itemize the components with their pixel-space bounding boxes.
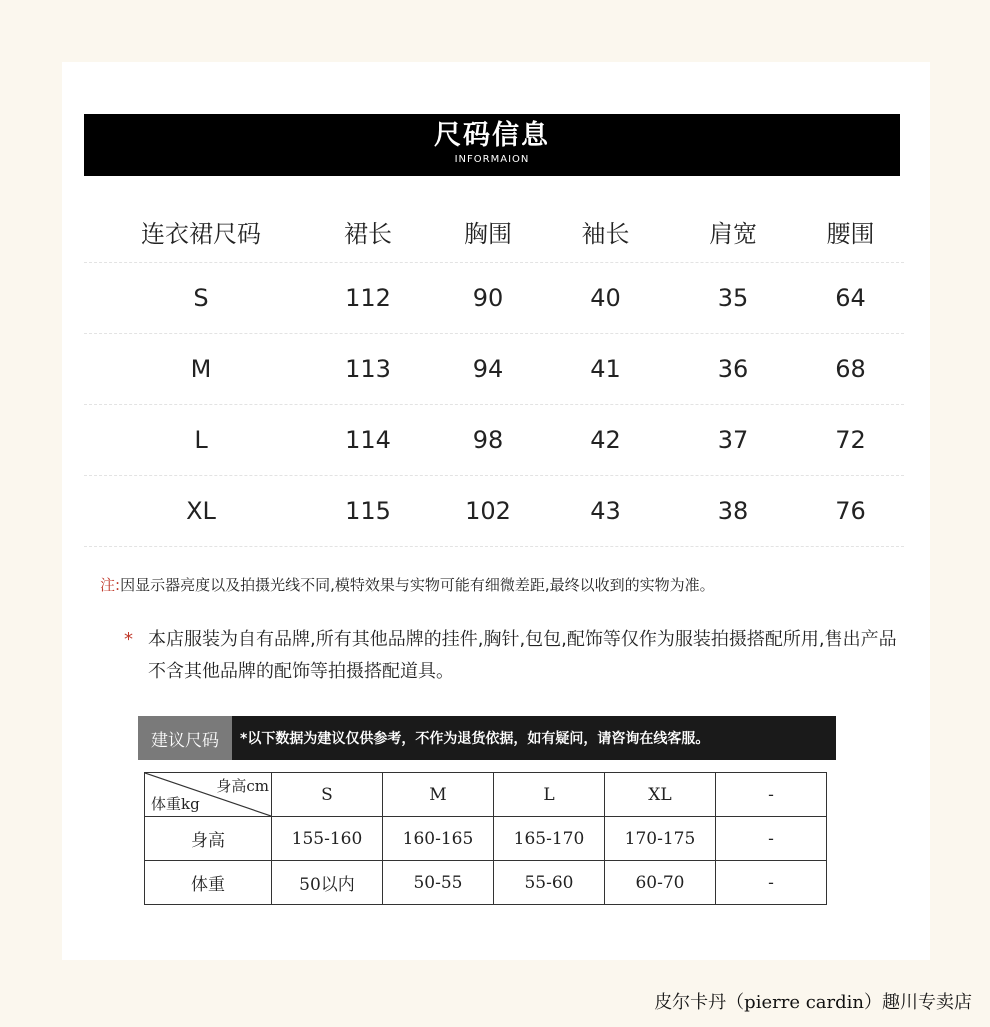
- table-cell: 68: [835, 355, 866, 383]
- table-row: [84, 476, 904, 547]
- table-cell: 155-160: [272, 817, 383, 861]
- header-cell: 裙长: [344, 219, 392, 248]
- table-cell: 115: [345, 497, 391, 525]
- table-cell: M: [190, 355, 212, 383]
- note-text: 因显示器亮度以及拍摄光线不同,模特效果与实物可能有细微差距,最终以收到的实物为准。: [120, 576, 715, 594]
- table-cell: -: [716, 817, 827, 861]
- brand-note-text: 本店服装为自有品牌,所有其他品牌的挂件,胸针,包包,配饰等仅作为服装拍摄搭配所用,售出产品不含其他品牌的配饰等拍摄搭配道具。: [148, 629, 897, 682]
- size-table-header: [84, 200, 904, 263]
- header-cell: 肩宽: [709, 219, 757, 248]
- table-cell: 64: [835, 284, 866, 312]
- table-row: [145, 861, 827, 905]
- note-label: 注:: [100, 576, 121, 594]
- size-info-banner: [84, 114, 900, 176]
- table-cell: -: [716, 861, 827, 905]
- table-cell: 114: [345, 426, 391, 454]
- table-cell: 35: [717, 284, 749, 312]
- table-row: [84, 334, 904, 405]
- recommend-size-desc: *以下数据为建议仅供参考，不作为退货依据，如有疑问，请咨询在线客服。: [240, 731, 710, 747]
- row-label: 身高: [145, 817, 272, 861]
- table-cell: 90: [472, 284, 504, 312]
- recommend-size-tag: 建议尺码: [138, 716, 232, 760]
- size-col-header: -: [716, 773, 827, 817]
- table-cell: 38: [717, 497, 749, 525]
- corner-weight-label: 体重kg: [151, 795, 200, 813]
- header-cell: 腰围: [826, 219, 875, 248]
- recommend-size-bar: [138, 716, 836, 760]
- size-table: [84, 200, 904, 547]
- table-cell: 36: [717, 355, 749, 383]
- table-cell: 41: [590, 355, 621, 383]
- table-cell: 43: [590, 497, 621, 525]
- size-col-header: XL: [605, 773, 716, 817]
- header-cell: 袖长: [581, 219, 630, 248]
- table-cell: 113: [345, 355, 391, 383]
- table-cell: 170-175: [605, 817, 716, 861]
- table-cell: 42: [590, 426, 621, 454]
- table-row: [84, 405, 904, 476]
- size-col-header: M: [383, 773, 494, 817]
- table-cell: 94: [472, 355, 504, 383]
- row-label: 体重: [145, 861, 272, 905]
- table-cell: 50-55: [383, 861, 494, 905]
- table-cell: 112: [345, 284, 391, 312]
- table-cell: 160-165: [383, 817, 494, 861]
- table-cell: 40: [590, 284, 621, 312]
- table-row: [145, 773, 827, 817]
- table-cell: 60-70: [605, 861, 716, 905]
- corner-height-label: 身高cm: [216, 777, 269, 795]
- table-cell: 72: [835, 426, 866, 454]
- table-cell: XL: [186, 497, 216, 525]
- table-cell: 76: [835, 497, 866, 525]
- size-col-header: L: [494, 773, 605, 817]
- table-cell: 55-60: [494, 861, 605, 905]
- banner-subtitle: INFORMAION: [454, 154, 530, 165]
- display-note: [100, 574, 920, 595]
- table-cell: 37: [717, 426, 749, 454]
- header-cell: 胸围: [464, 219, 512, 248]
- header-cell: 连衣裙尺码: [141, 219, 261, 248]
- banner-title: 尺码信息: [434, 120, 550, 151]
- table-cell: 98: [472, 426, 504, 454]
- brand-note: [124, 624, 904, 688]
- corner-cell: [145, 773, 272, 817]
- table-cell: 102: [465, 497, 511, 525]
- table-cell: L: [194, 426, 208, 454]
- table-row: [145, 817, 827, 861]
- size-col-header: S: [272, 773, 383, 817]
- table-cell: 50以内: [272, 861, 383, 905]
- table-row: [84, 263, 904, 334]
- asterisk-icon: *: [124, 629, 133, 650]
- table-cell: S: [193, 284, 209, 312]
- recommend-size-table: [144, 772, 827, 905]
- shop-name: 皮尔卡丹（pierre cardin）趣川专卖店: [654, 992, 972, 1013]
- table-cell: 165-170: [494, 817, 605, 861]
